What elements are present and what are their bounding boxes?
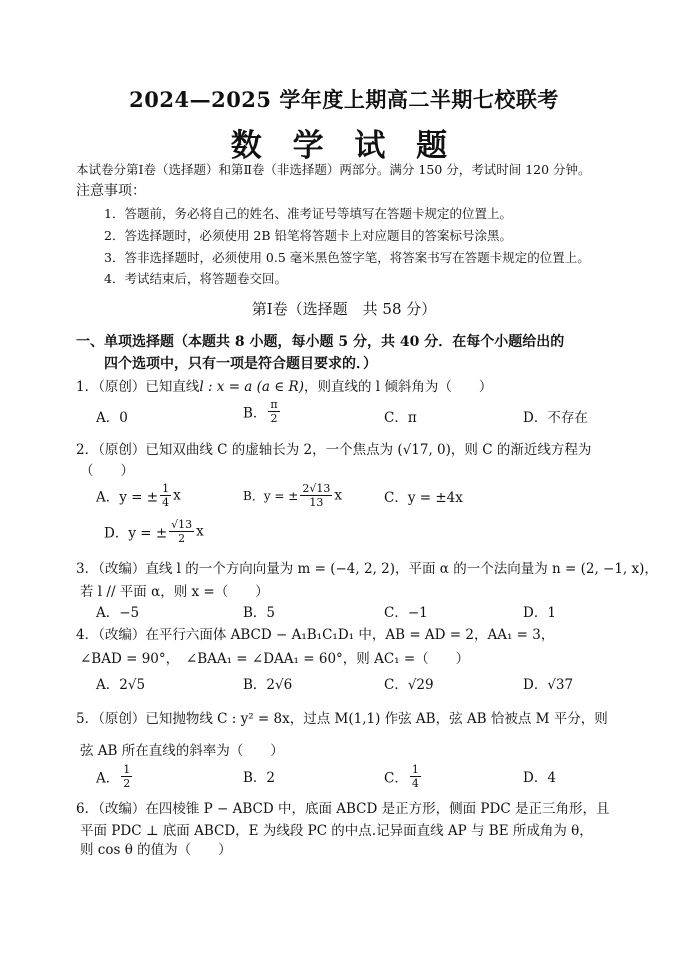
q5-option-d: D．4 [523, 770, 556, 786]
q1-b-den: 2 [270, 412, 278, 425]
exam-title: 2024—2025 学年度上期高二半期七校联考 [129, 87, 559, 112]
q1-expr: l : x = a (a ∈ R) [199, 379, 304, 395]
note-item: 3．答非选择题时，必须使用 0.5 毫米黑色签字笔，将答案书写在答题卡规定的位置上。 [104, 250, 590, 265]
question-1 [76, 375, 492, 395]
question-2-line1: 2．（原创）已知双曲线 C 的虚轴长为 2，一个焦点为 (√17, 0)，则 C 的渐近线方程为 [76, 442, 592, 458]
q3-option-d: D．1 [523, 605, 556, 621]
question-6-line1: 6．（改编）在四棱锥 P − ABCD 中，底面 ABCD 是正方形，侧面 PDC 是正三角形，且 [76, 801, 610, 817]
note-item: 2．答选择题时，必须使用 2B 铅笔将答题卡上对应题目的答案标号涂黑。 [104, 228, 513, 243]
q1-option-b: B． $\frac{\pi}{2}$ [243, 398, 278, 425]
q1-prefix: 1．（原创）已知直线 [76, 379, 200, 395]
q1-option-a: A．0 [96, 410, 128, 426]
question-6-line3: 则 cos θ 的值为（ ） [80, 842, 232, 858]
q4-option-b: B．2√6 [243, 677, 293, 693]
q4-option-a: A．2√5 [96, 677, 146, 693]
question-2-line2: （ ） [80, 463, 134, 479]
question-5-line2: 弦 AB 所在直线的斜率为（ ） [80, 743, 284, 759]
question-6-line2: 平面 PDC ⊥ 底面 ABCD，E 为线段 PC 的中点.记异面直线 AP 与 BE 所成角为 θ， [80, 823, 593, 839]
q2-option-c: C．y = ±4x [384, 490, 463, 506]
q5-option-a: A． $\frac{1}{2}$ [96, 763, 131, 790]
q4-option-d: D．√37 [523, 677, 574, 693]
exam-intro: 本试卷分第Ⅰ卷（选择题）和第Ⅱ卷（非选择题）两部分。满分 150 分，考试时间 120 分钟。 [76, 162, 591, 177]
question-4-line1: 4．（改编）在平行六面体 ABCD − A₁B₁C₁D₁ 中，AB = AD = 2，AA₁ = 3， [76, 627, 555, 643]
section-title: 第Ⅰ卷（选择题 共 58 分） [251, 300, 437, 318]
q4-option-c: C．√29 [384, 677, 434, 693]
notes-heading: 注意事项： [76, 183, 146, 199]
q2-option-b: B．y = ± $\frac{2√13}{13}$ x [243, 482, 342, 509]
q2-option-a: A．y = ± $\frac{1}{4}$ x [96, 482, 181, 509]
q3-option-b: B．5 [243, 605, 276, 621]
part-heading-line1: 一、单项选择题（本题共 8 小题，每小题 5 分，共 40 分．在每个小题给出的 [76, 334, 565, 350]
part-heading-line2: 四个选项中，只有一项是符合题目要求的．） [104, 356, 377, 372]
q5-option-b: B．2 [243, 770, 276, 786]
question-4-line2: ∠BAD = 90°， ∠BAA₁ = ∠DAA₁ = 60°，则 AC₁ =（ ） [80, 651, 470, 667]
question-5-line1: 5．（原创）已知抛物线 C : y² = 8x，过点 M(1,1) 作弦 AB，弦 AB 恰被点 M 平分，则 [76, 711, 608, 727]
note-item: 4．考试结束后，将答题卷交回。 [104, 271, 287, 286]
q3-option-a: A．−5 [96, 605, 140, 621]
q2-option-d: D．y = ± $\frac{√13}{2}$ x [104, 518, 204, 545]
exam-subtitle: 数 学 试 题 [230, 128, 458, 164]
q1-suffix: ，则直线的 l 倾斜角为（ ） [303, 379, 493, 395]
q3-option-c: C．−1 [384, 605, 428, 621]
q1-option-c: C．π [384, 410, 417, 426]
q5-option-c: C． $\frac{1}{4}$ [384, 763, 419, 790]
question-3-line1: 3．（改编）直线 l 的一个方向向量为 m = (−4, 2, 2)，平面 α 的一个法向量为 n = (2, −1, x)， [76, 561, 658, 577]
q1-b-num: π [270, 398, 278, 411]
q1-option-d: D．不存在 [523, 410, 588, 426]
note-item: 1．答题前，务必将自己的姓名、准考证号等填写在答题卡规定的位置上。 [104, 206, 512, 221]
question-3-line2: 若 l // 平面 α，则 x =（ ） [80, 584, 269, 600]
